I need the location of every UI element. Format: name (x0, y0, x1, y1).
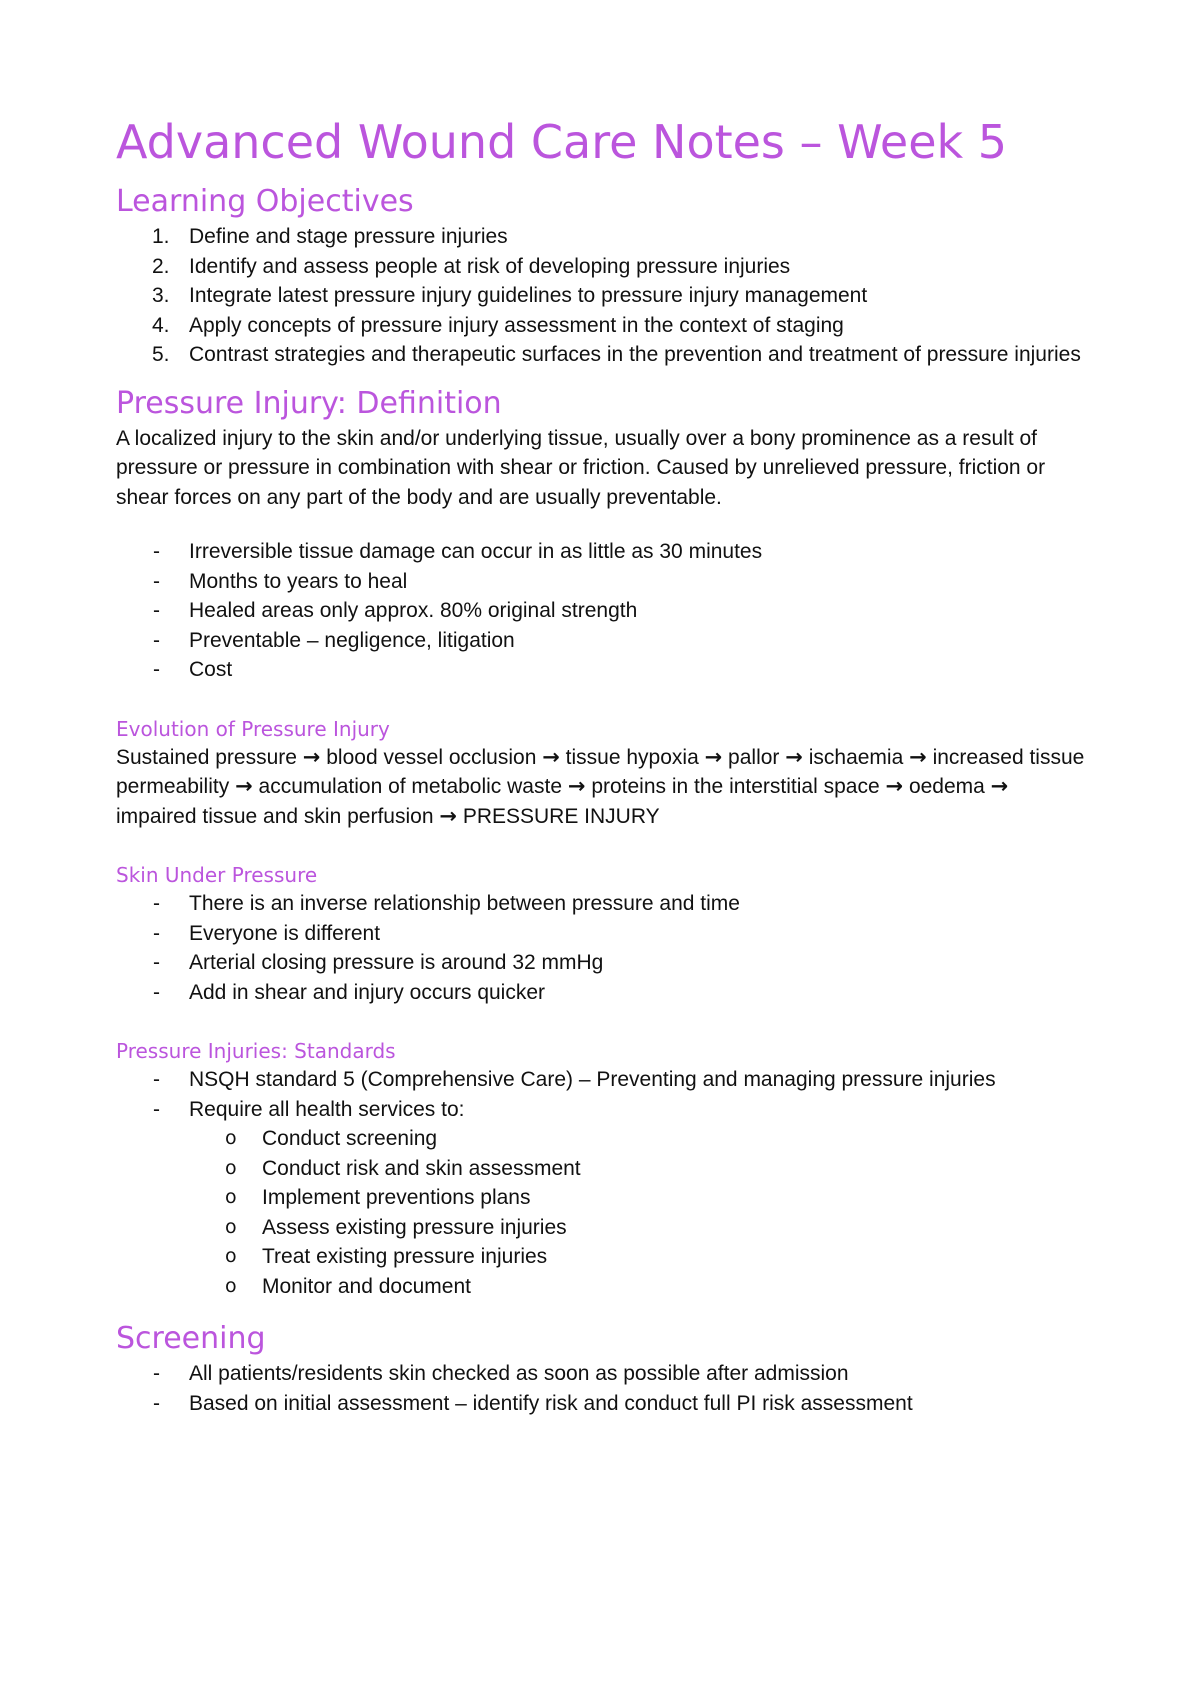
list-item-text: Monitor and document (262, 1274, 471, 1298)
list-item-text: Preventable – negligence, litigation (189, 628, 515, 652)
arrow-icon: → (990, 774, 1009, 798)
dash-bullet: - (153, 540, 160, 563)
dash-bullet: - (153, 1097, 160, 1121)
dash-bullet: - (153, 1068, 160, 1091)
list-item-text: Conduct risk and skin assessment (262, 1156, 581, 1180)
list-item (189, 1272, 1090, 1302)
list-item (116, 919, 1090, 949)
list-item (116, 222, 1090, 252)
list-item-text: Cost (189, 658, 233, 681)
circle-bullet: o (225, 1156, 237, 1179)
skin-under-pressure-heading: Skin Under Pressure (116, 863, 318, 887)
list-item (116, 1095, 1090, 1302)
list-item (116, 311, 1090, 341)
circle-bullet: o (225, 1127, 237, 1149)
dash-bullet: - (153, 599, 160, 622)
dash-bullet: - (153, 658, 160, 681)
circle-bullet: o (225, 1215, 237, 1238)
dash-bullet: - (153, 1391, 160, 1415)
list-item (116, 655, 1090, 685)
dash-bullet: - (153, 921, 160, 945)
list-number: 1. (152, 225, 170, 248)
list-item (189, 1124, 1090, 1154)
arrow-icon: → (909, 744, 927, 769)
list-item-text: Apply concepts of pressure injury assessment in the context of staging (189, 313, 844, 337)
evolution-step: blood vessel occlusion (326, 745, 537, 769)
list-item (189, 1242, 1090, 1272)
dash-bullet: - (153, 628, 160, 652)
list-item-text: Identify and assess people at risk of developing pressure injuries (189, 254, 791, 278)
list-item-text: Months to years to heal (189, 569, 408, 593)
learning-objectives-heading: Learning Objectives (116, 184, 414, 219)
list-item (116, 1389, 1090, 1419)
list-item (116, 626, 1090, 656)
evolution-chain (116, 743, 1090, 832)
list-item (189, 1213, 1090, 1243)
dash-bullet: - (153, 951, 160, 974)
evolution-heading: Evolution of Pressure Injury (116, 716, 390, 741)
circle-bullet: o (225, 1245, 237, 1267)
list-number: 2. (152, 254, 170, 278)
list-item-text: Implement preventions plans (262, 1186, 531, 1209)
list-item-text: There is an inverse relationship between pressure and time (189, 892, 740, 915)
evolution-step: increased tissue permeability (116, 745, 1085, 798)
list-item-text: Everyone is different (189, 921, 381, 945)
arrow-icon: → (542, 744, 560, 769)
list-item-text: Add in shear and injury occurs quicker (189, 980, 546, 1004)
list-item (116, 889, 1090, 919)
list-item (116, 978, 1090, 1008)
arrow-icon: → (785, 744, 803, 769)
list-item-text: NSQH standard 5 (Comprehensive Care) – Preventing and managing pressure injuries (189, 1068, 996, 1091)
list-item (189, 1154, 1090, 1184)
skin-under-pressure-list (116, 889, 1090, 1007)
evolution-step: Sustained pressure (116, 745, 297, 769)
list-item (116, 281, 1090, 311)
list-item (116, 340, 1090, 370)
standards-heading: Pressure Injuries: Standards (116, 1039, 396, 1063)
standards-list (116, 1065, 1090, 1301)
list-item-text: Assess existing pressure injuries (262, 1215, 567, 1239)
list-item (116, 567, 1090, 597)
list-item-text: Conduct screening (262, 1127, 438, 1150)
dash-bullet: - (153, 1362, 160, 1385)
list-number: 5. (152, 343, 170, 366)
evolution-step: accumulation of metabolic waste (258, 775, 563, 798)
standards-sub-list (189, 1124, 1090, 1301)
evolution-step: pallor (728, 745, 780, 769)
dash-bullet: - (153, 892, 160, 915)
list-item (189, 1183, 1090, 1213)
list-number: 3. (152, 284, 170, 307)
list-item-text: All patients/residents skin checked as soon as possible after admission (189, 1362, 849, 1385)
list-item-text: Contrast strategies and therapeutic surfaces in the prevention and treatment of pressure injuries (189, 343, 1081, 366)
list-item (116, 252, 1090, 282)
list-item-text: Irreversible tissue damage can occur in as little as 30 minutes (189, 540, 763, 563)
evolution-step: tissue hypoxia (565, 745, 699, 769)
list-item-text: Based on initial assessment – identify risk and conduct full PI risk assessment (189, 1391, 913, 1415)
list-item (116, 537, 1090, 567)
list-item (116, 1065, 1090, 1095)
screening-heading: Screening (116, 1321, 266, 1356)
definition-heading: Pressure Injury: Definition (116, 385, 502, 421)
arrow-icon: → (885, 774, 904, 798)
evolution-step: impaired tissue and skin perfusion (116, 804, 434, 828)
definition-paragraph: A localized injury to the skin and/or underlying tissue, usually over a bony prominence as a result of pressure or pressure in combination with shear or friction. Caused by unrelieved pressure, friction or shear forces on any part of the body and are usually preventable. (116, 426, 1046, 509)
arrow-icon: → (704, 744, 723, 769)
evolution-step: oedema (908, 775, 985, 798)
learning-objectives-list (116, 222, 1090, 370)
arrow-icon: → (235, 774, 253, 798)
list-item-text: Define and stage pressure injuries (189, 225, 508, 248)
list-number: 4. (152, 313, 170, 337)
screening-list (116, 1359, 1090, 1418)
arrow-icon: → (439, 803, 457, 828)
circle-bullet: o (225, 1274, 237, 1297)
evolution-step: proteins in the interstitial space (591, 775, 880, 798)
list-item-text: Arterial closing pressure is around 32 mmHg (189, 951, 604, 974)
list-item (116, 596, 1090, 626)
list-item-text: Integrate latest pressure injury guidelines to pressure injury management (189, 284, 868, 307)
arrow-icon: → (302, 744, 321, 769)
arrow-icon: → (567, 774, 586, 798)
circle-bullet: o (225, 1186, 237, 1208)
list-item-text: Require all health services to: (189, 1097, 465, 1121)
evolution-step: PRESSURE INJURY (462, 804, 660, 828)
list-item (116, 1359, 1090, 1389)
dash-bullet: - (153, 980, 160, 1004)
list-item (116, 948, 1090, 978)
page-title: Advanced Wound Care Notes – Week 5 (116, 115, 1008, 169)
definition-bullet-list (116, 537, 1090, 685)
list-item-text: Healed areas only approx. 80% original strength (189, 599, 638, 622)
evolution-step: ischaemia (808, 745, 904, 769)
list-item-text: Treat existing pressure injuries (262, 1245, 548, 1268)
dash-bullet: - (153, 569, 160, 593)
